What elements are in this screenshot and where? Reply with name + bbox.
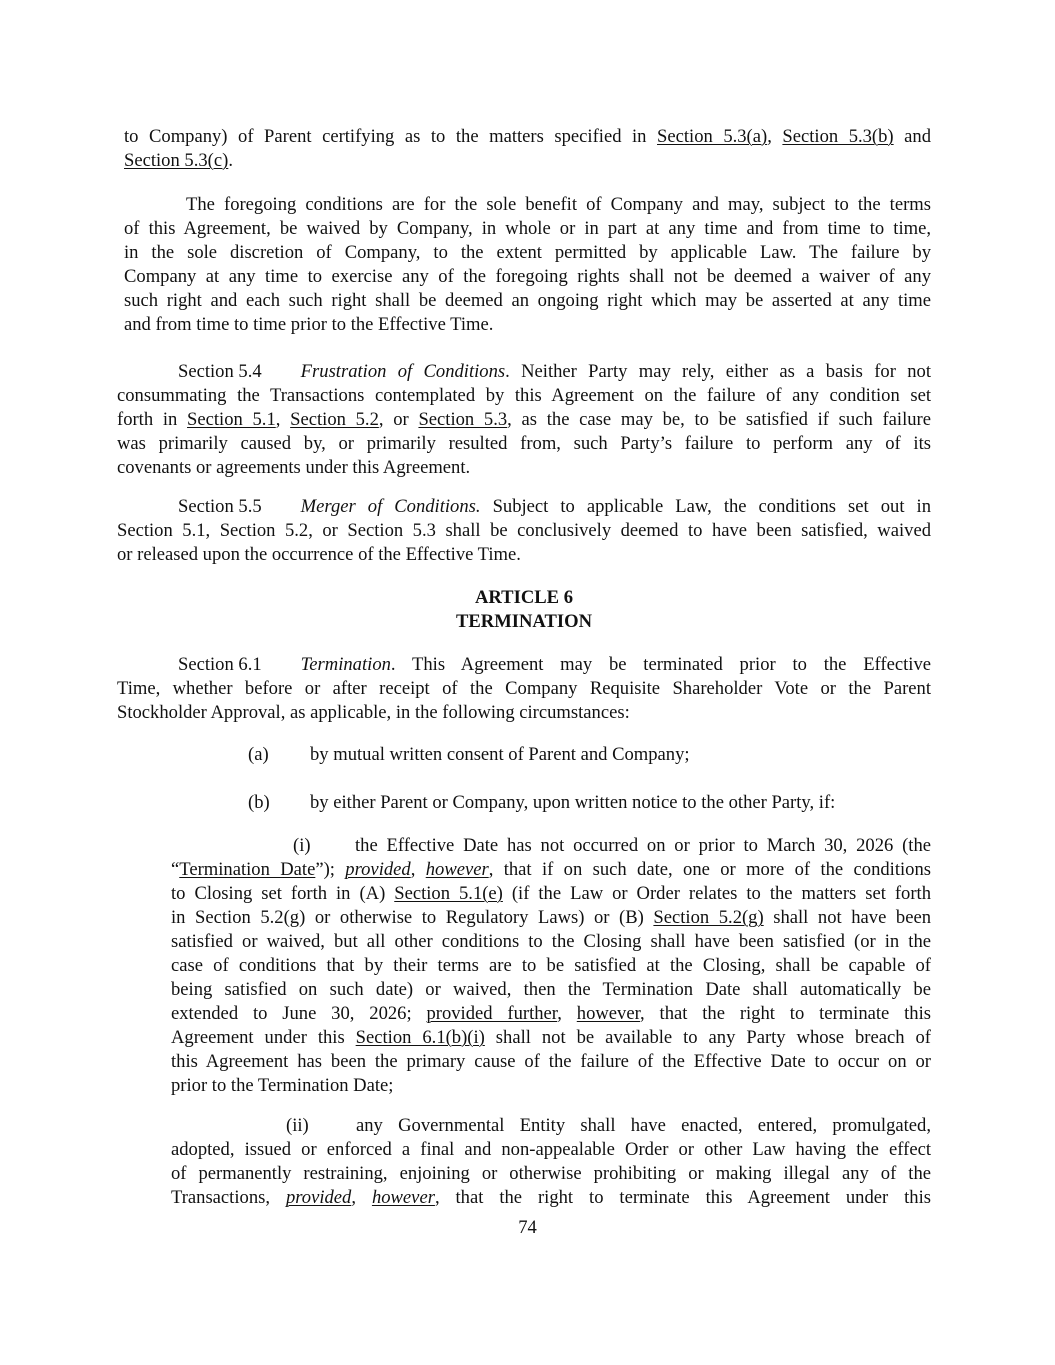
article-title: TERMINATION [455, 611, 593, 632]
text-line [171, 1186, 931, 1210]
text: . Neither Party may rely, either as a basis for not [505, 361, 931, 382]
text: in Section 5.2(g) or otherwise to Regulatory Laws) or (B) [171, 907, 654, 928]
cross-reference-link[interactable]: Section 5.3(b) [782, 126, 894, 147]
section-5-4 [117, 360, 931, 480]
text-line: covenants or agreements under this Agreement. [117, 457, 471, 478]
text-line: adopted, issued or enforced a final and non-appealable Order or other Law having the effect [171, 1139, 931, 1160]
clause-text: by either Parent or Company, upon written notice to the other Party, if: [310, 792, 836, 813]
text: , that if on such date, one or more of the conditions [488, 859, 932, 880]
clause-a [248, 743, 948, 767]
text: forth in [117, 409, 188, 430]
text-line: of this Agreement, be waived by Company, in whole or in part at any time and from time to time, [124, 218, 931, 239]
section-number: Section 5.4 [178, 361, 262, 382]
text: , [410, 859, 426, 880]
text: , [557, 1003, 577, 1024]
clause-b [248, 791, 948, 815]
text-line [171, 882, 931, 906]
text: to Closing set forth in (A) [171, 883, 395, 904]
subclause-i [171, 834, 931, 1098]
subclause-ii [171, 1114, 931, 1210]
text: Subject to applicable Law, the conditions set out in [480, 496, 931, 517]
text-line [117, 360, 931, 384]
text: , [351, 1187, 372, 1208]
text-line: Section 5.1, Section 5.2, or Section 5.3 shall be conclusively deemed to have been satisfied, waived [117, 520, 931, 541]
text: . [228, 150, 233, 171]
text-line [171, 906, 931, 930]
text-line: was primarily caused by, or primarily resulted from, such Party’s failure to perform any of its [117, 433, 931, 454]
defined-phrase: however [576, 1003, 641, 1024]
text-line [124, 149, 931, 173]
cross-reference-link[interactable]: Section 5.3 [418, 409, 508, 430]
text-line: prior to the Termination Date; [171, 1075, 394, 1096]
cross-reference-link[interactable]: Section 5.3(c) [124, 150, 229, 171]
text-line: and from time to time prior to the Effective Time. [124, 314, 494, 335]
subclause-label: (i) [293, 835, 311, 856]
text-line: case of conditions that by their terms are to be satisfied at the Closing, shall be capable of [171, 955, 931, 976]
text: the Effective Date has not occurred on or prior to March 30, 2026 (the [355, 835, 931, 856]
text: extended to June 30, 2026; [171, 1003, 427, 1024]
text-line [171, 1114, 931, 1138]
text-line: consummating the Transactions contemplated by this Agreement on the failure of any condition set [117, 385, 931, 406]
clause-text: by mutual written consent of Parent and Company; [310, 744, 690, 765]
text-line: being satisfied on such date) or waived, then the Termination Date shall automatically be [171, 979, 931, 1000]
text: and [893, 126, 932, 147]
clause-label: (a) [248, 744, 269, 765]
cross-reference-link[interactable]: Section 5.3(a) [657, 126, 768, 147]
waiver-paragraph [124, 193, 931, 337]
text-line [124, 125, 931, 149]
emphasis: provided [345, 859, 411, 880]
article-heading [0, 586, 1048, 634]
section-6-1 [117, 653, 931, 725]
text: , that the right to terminate this Agreement under this [434, 1187, 932, 1208]
text-line [117, 495, 931, 519]
text: Agreement under this [171, 1027, 356, 1048]
cross-reference-link[interactable]: Section 5.1 [187, 409, 276, 430]
text-line: of permanently restraining, enjoining or otherwise prohibiting or making illegal any of the [171, 1163, 931, 1184]
cross-reference-link[interactable]: Section 5.2 [290, 409, 379, 430]
text: . This Agreement may be terminated prior to the Effective [390, 654, 931, 675]
text-line: Stockholder Approval, as applicable, in the following circumstances: [117, 702, 630, 723]
emphasis: however [371, 1187, 435, 1208]
cross-reference-link[interactable]: Section 5.1(e) [394, 883, 503, 904]
subclause-label: (ii) [286, 1115, 309, 1136]
text-line [117, 408, 931, 432]
text: any Governmental Entity shall have enacted, entered, promulgated, [356, 1115, 931, 1136]
section-5-5 [117, 495, 931, 567]
text-line: this Agreement has been the primary cause of the failure of the Effective Date to occur on or [171, 1051, 931, 1072]
emphasis: however [425, 859, 489, 880]
emphasis: provided [285, 1187, 352, 1208]
text-line [171, 1002, 931, 1026]
section-number: Section 6.1 [178, 654, 262, 675]
text: , [767, 126, 783, 147]
text: Transactions, [171, 1187, 286, 1208]
text-line: Company at any time to exercise any of the foregoing rights shall not be deemed a waiver of any [124, 266, 931, 287]
text: (if the Law or Order relates to the matters set forth [502, 883, 931, 904]
text-line: Time, whether before or after receipt of the Company Requisite Shareholder Vote or the Parent [117, 678, 931, 699]
text-line: satisfied or waived, but all other conditions to the Closing shall have been satisfied (or in the [171, 931, 931, 952]
text-line [171, 834, 931, 858]
article-number: ARTICLE 6 [474, 587, 574, 608]
section-title: Merger of Conditions. [300, 496, 481, 517]
text: , that the right to terminate this [640, 1003, 932, 1024]
text: , [275, 409, 291, 430]
cross-reference-link[interactable]: Section 6.1(b)(i) [355, 1027, 485, 1048]
text-line [171, 1026, 931, 1050]
defined-phrase: provided further [426, 1003, 558, 1024]
text-line [171, 858, 931, 882]
text: , or [378, 409, 419, 430]
text-line: in the sole discretion of Company, to the extent permitted by applicable Law. The failure by [124, 242, 931, 263]
continuation-paragraph [124, 125, 931, 173]
text-line: or released upon the occurrence of the Effective Time. [117, 544, 521, 565]
text: shall not have been [763, 907, 932, 928]
cross-reference-link[interactable]: Section 5.2(g) [653, 907, 764, 928]
defined-term: Termination Date [179, 859, 316, 880]
text-line [117, 653, 931, 677]
text-line [248, 743, 948, 767]
text: , as the case may be, to be satisfied if such failure [507, 409, 931, 430]
section-title: Termination [300, 654, 391, 675]
text-line: The foregoing conditions are for the sole benefit of Company and may, subject to the terms [186, 194, 931, 215]
text: “ [171, 859, 180, 880]
page-number: 74 [518, 1217, 537, 1238]
section-title: Frustration of Conditions [300, 361, 506, 382]
text: ”); [315, 859, 346, 880]
text-line [248, 791, 948, 815]
text: to Company) of Parent certifying as to the matters specified in [124, 126, 658, 147]
text: shall not be available to any Party whose breach of [484, 1027, 931, 1048]
clause-label: (b) [248, 792, 270, 813]
section-number: Section 5.5 [178, 496, 262, 517]
text-line: such right and each such right shall be deemed an ongoing right which may be asserted at any time [124, 290, 931, 311]
